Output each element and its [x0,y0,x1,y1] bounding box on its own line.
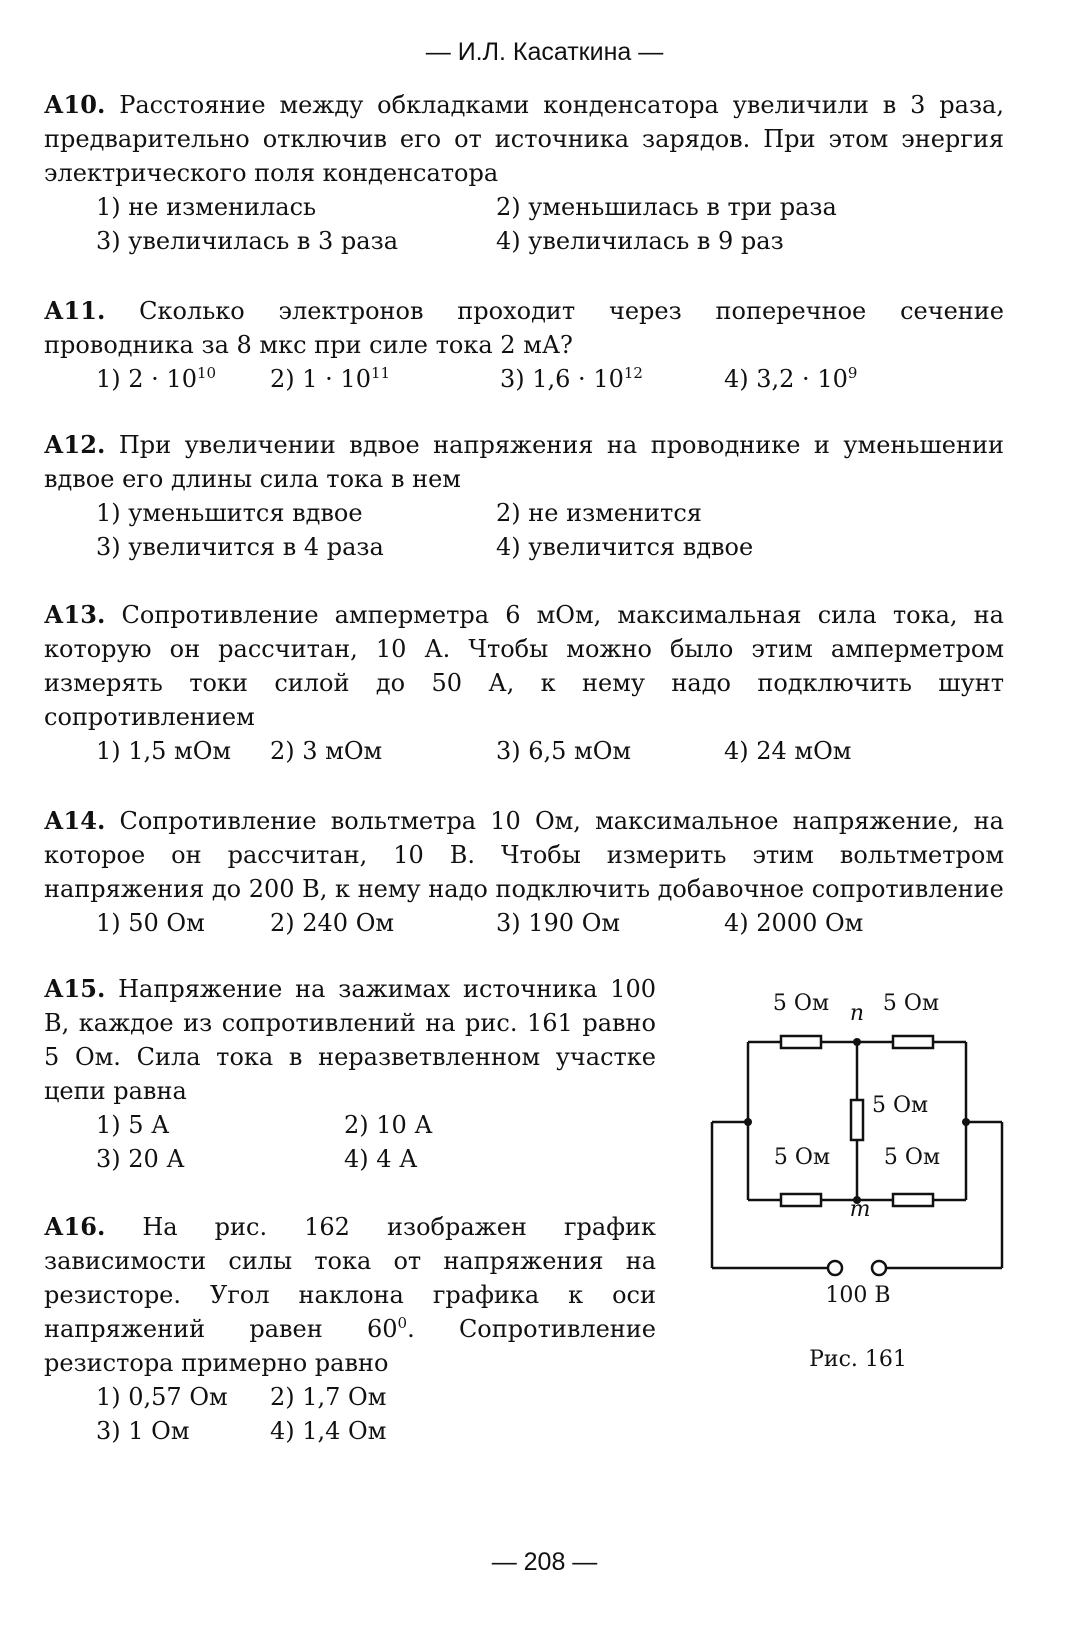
problem-text: На рис. 162 изображен график зависимости силы тока от напряжения на резисторе. Угол наклона графика к оси напряжений равен $60^0$. Сопротивление резистора примерно равно [44,1213,657,1377]
label-r-top-right: 5 Ом [882,991,940,1016]
problem-number: А12. [44,430,106,459]
option-2: 2) уменьшилась в три раза [496,193,837,221]
problem-text: Напряжение на зажимах источника 100 В, каждое из сопротивлений на рис. 161 равно 5 Ом. Сила тока в неразветвленном участке цепи равна [44,975,656,1105]
resistor-top-left [781,1036,821,1048]
label-r-middle: 5 Ом [872,1093,929,1118]
circuit-wires [712,1042,1002,1268]
label-node-m: m [849,1197,871,1222]
problem-text: При увеличении вдвое напряжения на проводнике и уменьшении вдвое его длины сила тока в нем [44,431,1004,493]
option-1: 1) $2 \cdot 10^{10}$ [96,364,217,393]
terminal-right [872,1261,886,1275]
answer-options [44,530,1004,564]
option-1: 1) не изменилась [96,193,317,221]
problem-text: Сопротивление амперметра 6 мОм, максимальная сила тока, на которую он рассчитан, 10 А. Чтобы можно было этим амперметром измерять токи силой до 50 А, к нему надо подключить шунт сопротивлением [44,601,1004,731]
problem-number: А16. [44,1212,106,1241]
label-r-top-left: 5 Ом [772,991,830,1016]
option-3: 3) увеличится в 4 раза [96,533,384,561]
problem-a14 [44,804,1004,940]
page-number: — 208 — [491,1548,598,1576]
terminal-left [828,1261,842,1275]
option-1: 1) 50 Ом [96,909,205,937]
option-4: 4) 24 мОм [724,737,852,765]
answer-options [44,734,1004,768]
resistor-middle [851,1100,863,1140]
option-2: 2) 240 Ом [270,909,395,937]
option-3: 3) 1 Ом [96,1417,190,1445]
problem-a13 [44,598,1004,768]
problem-a11 [44,294,1004,396]
option-1: 1) 5 А [96,1111,170,1139]
resistor-top-right [893,1036,933,1048]
option-2: 2) 1,7 Ом [270,1383,387,1411]
problem-text: Расстояние между обкладками конденсатора увеличили в 3 раза, предварительно отключив его от источника зарядов. При этом энергия электрического поля конденсатора [44,91,1004,187]
junction-left [744,1118,752,1126]
label-r-bottom-left: 5 Ом [773,1145,831,1170]
problem-a15 [44,972,656,1176]
answer-options [44,1142,656,1176]
answer-options [44,496,1004,530]
circuit-diagram-fig-161 [700,991,1040,1432]
option-4: 4) 2000 Ом [724,909,864,937]
option-2: 2) $1 \cdot 10^{11}$ [270,364,391,393]
problem-a12 [44,428,1004,564]
answer-options [44,190,1004,224]
option-2: 2) не изменится [496,499,702,527]
answer-options [44,1108,656,1142]
label-node-n: n [849,1001,865,1026]
option-3: 3) увеличилась в 3 раза [96,227,399,255]
junction-right [962,1118,970,1126]
option-4: 4) $3,2 \cdot 10^9$ [724,364,858,393]
option-3: 3) 190 Ом [496,909,621,937]
option-4: 4) увеличилась в 9 раз [496,227,784,255]
option-4: 4) 4 А [344,1145,418,1173]
problem-number: А15. [44,974,106,1003]
running-header: — И.Л. Касаткина — [425,38,664,66]
problem-a16 [44,1210,656,1448]
label-r-bottom-right: 5 Ом [883,1145,941,1170]
answer-options [44,1380,656,1414]
answer-options [44,1414,656,1448]
option-4: 4) увеличится вдвое [496,533,754,561]
option-3: 3) 6,5 мОм [496,737,632,765]
problem-number: А11. [44,296,106,325]
answer-options [44,224,1004,258]
option-2: 2) 10 А [344,1111,433,1139]
option-1: 1) 1,5 мОм [96,737,232,765]
option-4: 4) 1,4 Ом [270,1417,387,1445]
resistor-bottom-left [781,1194,821,1206]
problem-number: А10. [44,90,106,119]
label-source-voltage: 100 В [825,1283,891,1308]
option-3: 3) 20 А [96,1145,185,1173]
answer-options [44,906,1004,940]
option-3: 3) $1,6 \cdot 10^{12}$ [500,364,643,393]
node-n [853,1038,861,1046]
option-1: 1) уменьшится вдвое [96,499,363,527]
option-1: 1) 0,57 Ом [96,1383,228,1411]
option-2: 2) 3 мОм [270,737,383,765]
figure-caption: Рис. 161 [809,1347,907,1372]
problem-number: А14. [44,806,106,835]
problem-a10 [44,88,1004,258]
resistor-bottom-right [893,1194,933,1206]
answer-options [44,362,1004,396]
problem-number: А13. [44,600,106,629]
problem-text: Сколько электронов проходит через поперечное сечение проводника за 8 мкс при силе тока 2 мА? [44,297,1004,359]
problem-text: Сопротивление вольтметра 10 Ом, максимальное напряжение, на которое он рассчитан, 10 В. Чтобы измерить этим вольтметром напряжения до 200 В, к нему надо подключить добавочное сопротивление [44,807,1004,903]
